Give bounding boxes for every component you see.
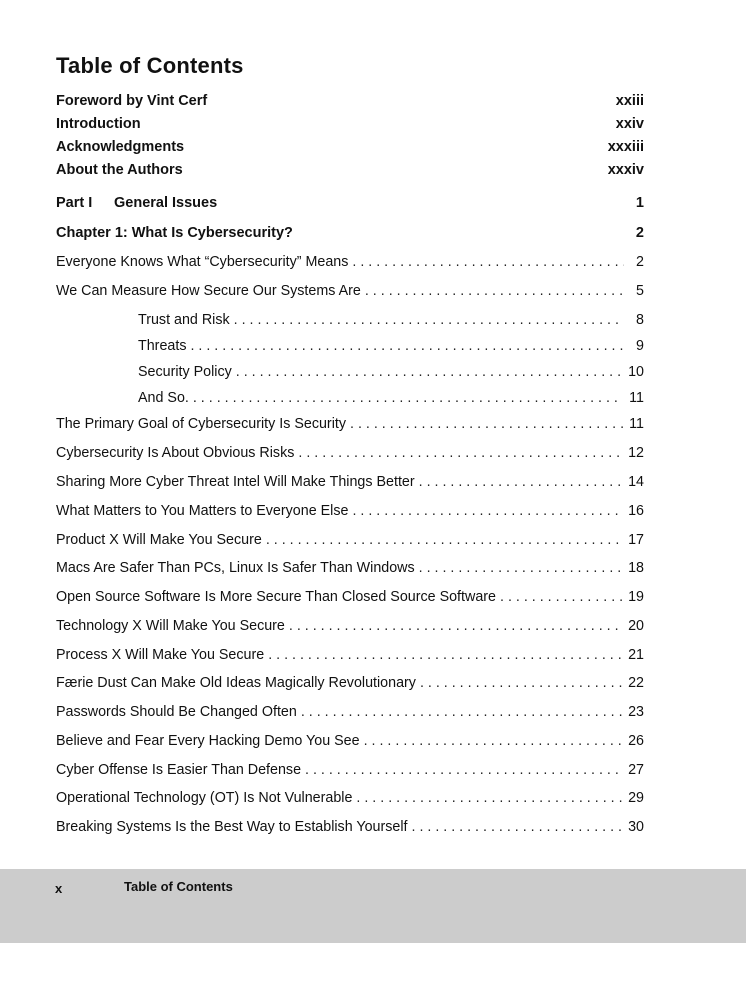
toc-entry-page: 2 — [636, 254, 644, 270]
dot-leader — [364, 731, 623, 751]
toc-entry — [56, 414, 644, 434]
toc-entry-label: The Primary Goal of Cybersecurity Is Security — [56, 416, 346, 432]
dot-leader — [209, 388, 623, 408]
toc-entry-page: 23 — [628, 704, 644, 720]
dot-leader — [420, 673, 622, 693]
chapter-heading — [56, 225, 644, 241]
dot-leader — [266, 530, 622, 550]
dot-leader — [419, 558, 622, 578]
toc-entry-label: Product X Will Make You Secure — [56, 532, 262, 548]
toc-entry-label: Cybersecurity Is About Obvious Risks — [56, 445, 295, 461]
toc-entry-page: 5 — [636, 283, 644, 299]
toc-entry — [56, 587, 644, 607]
dot-leader — [350, 414, 623, 434]
front-matter-list — [56, 89, 644, 181]
toc-subentry — [138, 336, 644, 356]
toc-entry-page: 18 — [628, 560, 644, 576]
toc-subentry — [138, 362, 644, 382]
dot-leader — [298, 443, 622, 463]
front-matter-item-foreword — [56, 89, 644, 112]
toc-entry-page: 29 — [628, 790, 644, 806]
front-matter-item-about-authors — [56, 158, 644, 181]
dot-leader — [356, 788, 622, 808]
dot-leader — [234, 310, 624, 330]
dot-leader — [268, 645, 622, 665]
dot-leader — [305, 760, 622, 780]
toc-entry — [56, 645, 644, 665]
toc-entry-label: Believe and Fear Every Hacking Demo You See — [56, 733, 360, 749]
toc-entry-page: 26 — [628, 733, 644, 749]
page-footer — [0, 869, 746, 943]
toc-entry-label: And So. . . — [138, 390, 205, 406]
toc-entry-label: Security Policy — [138, 364, 232, 380]
dot-leader — [352, 252, 624, 272]
toc-entry — [56, 558, 644, 578]
front-matter-page: xxxiii — [607, 138, 644, 155]
toc-entry — [56, 731, 644, 751]
dot-leader — [412, 817, 623, 837]
front-matter-label: Foreword by Vint Cerf — [56, 92, 208, 109]
dot-leader — [365, 281, 624, 301]
part-heading-text — [56, 195, 217, 211]
toc-entry-page: 12 — [628, 445, 644, 461]
front-matter-page: xxiv — [615, 115, 644, 132]
front-matter-page: xxxiv — [607, 161, 644, 178]
toc-entry-page: 22 — [628, 675, 644, 691]
toc-entry-page: 9 — [636, 338, 644, 354]
toc-entry-page: 8 — [636, 312, 644, 328]
toc-entry-label: Macs Are Safer Than PCs, Linux Is Safer Than Windows — [56, 560, 415, 576]
toc-entry-label: Breaking Systems Is the Best Way to Establish Yourself — [56, 819, 408, 835]
footer-page-number: x — [55, 881, 63, 896]
toc-entry — [56, 616, 644, 636]
dot-leader — [289, 616, 622, 636]
toc-entry — [56, 702, 644, 722]
toc-entry-label: Technology X Will Make You Secure — [56, 618, 285, 634]
toc-entry — [56, 472, 644, 492]
toc-entry — [56, 760, 644, 780]
toc-entry-label: Sharing More Cyber Threat Intel Will Make Things Better — [56, 474, 415, 490]
toc-entry-page: 11 — [629, 416, 644, 432]
toc-entry — [56, 501, 644, 521]
chapter-title: Chapter 1: What Is Cybersecurity? — [56, 225, 293, 241]
front-matter-label: About the Authors — [56, 161, 183, 178]
toc-entry-page: 21 — [628, 647, 644, 663]
toc-entry-label: Open Source Software Is More Secure Than Closed Source Software — [56, 589, 496, 605]
toc-entry — [56, 673, 644, 693]
front-matter-label: Acknowledgments — [56, 138, 185, 155]
toc-entry — [56, 281, 644, 301]
dot-leader — [236, 362, 622, 382]
toc-entry-page: 19 — [628, 589, 644, 605]
toc-entry-label: Everyone Knows What “Cybersecurity” Means — [56, 254, 349, 270]
toc-entry-page: 16 — [628, 503, 644, 519]
toc-entry — [56, 530, 644, 550]
chapter-page: 2 — [635, 225, 644, 241]
toc-subentry — [138, 310, 644, 330]
toc-entry-page: 20 — [628, 618, 644, 634]
dot-leader — [190, 336, 624, 356]
toc-entry — [56, 817, 644, 837]
toc-entry-label: Færie Dust Can Make Old Ideas Magically Revolutionary — [56, 675, 416, 691]
toc-entry-label: What Matters to You Matters to Everyone Else — [56, 503, 349, 519]
toc-entry-label: Passwords Should Be Changed Often — [56, 704, 297, 720]
toc-entry-page: 11 — [629, 390, 644, 406]
part-heading — [56, 195, 644, 211]
toc-entry-page: 17 — [628, 532, 644, 548]
toc-entry-page: 27 — [628, 762, 644, 778]
toc-entry-label: We Can Measure How Secure Our Systems Are — [56, 283, 361, 299]
toc-entry-page: 30 — [628, 819, 644, 835]
toc-entry-page: 10 — [628, 364, 644, 380]
front-matter-page: xxiii — [615, 92, 644, 109]
toc-subentry — [138, 388, 644, 408]
dot-leader — [301, 702, 622, 722]
footer-running-title: Table of Contents — [124, 879, 233, 894]
front-matter-item-acknowledgments — [56, 135, 644, 158]
toc-entry — [56, 788, 644, 808]
toc-entry-label: Operational Technology (OT) Is Not Vulnerable — [56, 790, 353, 806]
toc-entry — [56, 443, 644, 463]
toc-entry-label: Trust and Risk — [138, 312, 230, 328]
part-title: General Issues — [114, 195, 218, 211]
dot-leader — [419, 472, 622, 492]
dot-leader — [500, 587, 622, 607]
dot-leader — [352, 501, 622, 521]
page-title: Table of Contents — [56, 53, 244, 78]
part-page: 1 — [635, 195, 644, 211]
front-matter-item-introduction — [56, 112, 644, 135]
toc-entry-page: 14 — [628, 474, 644, 490]
front-matter-label: Introduction — [56, 115, 141, 132]
toc-entry-label: Process X Will Make You Secure — [56, 647, 265, 663]
toc-entry-label: Threats — [138, 338, 187, 354]
toc-entry — [56, 252, 644, 272]
part-number: Part I — [56, 195, 93, 211]
toc-entry-label: Cyber Offense Is Easier Than Defense — [56, 762, 302, 778]
